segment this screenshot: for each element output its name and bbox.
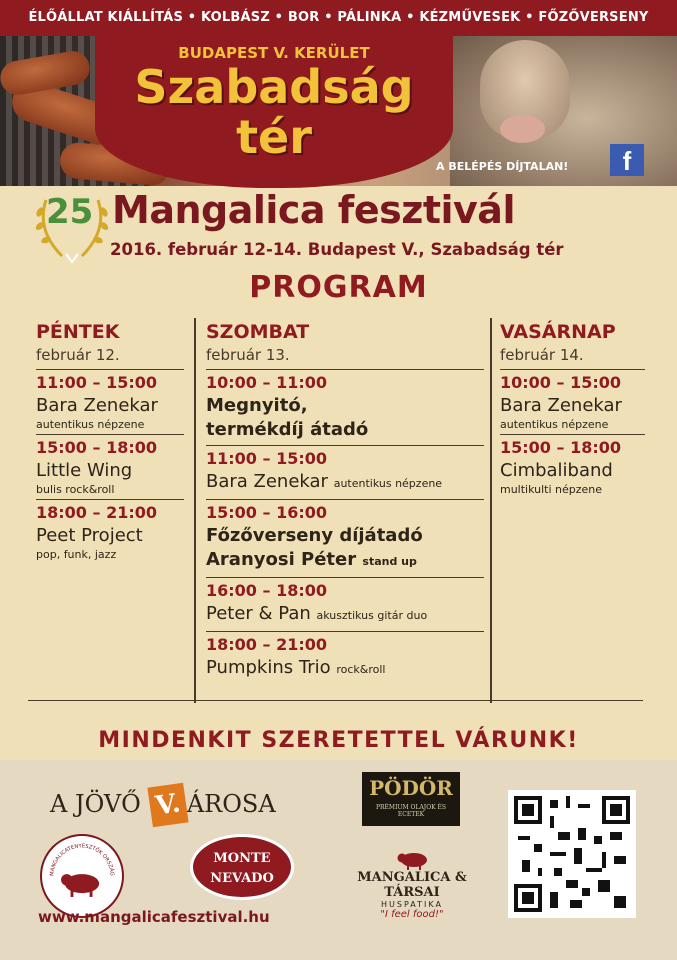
top-bar: ÉLŐÁLLAT KIÁLLÍTÁS • KOLBÁSZ • BOR • PÁLINKA • KÉZMŰVESEK • FŐZŐVERSENY [0, 0, 677, 36]
free-entry-label: A BELÉPÉS DÍJTALAN! [436, 160, 569, 173]
festival-name: Mangalica fesztivál [112, 188, 515, 232]
program-slot: 10:00 – 15:00 Bara Zenekar autentikus népzene [500, 369, 645, 431]
day-date: február 12. [36, 346, 120, 364]
edition-number: 25 [46, 192, 94, 232]
day-name: PÉNTEK [36, 321, 120, 343]
day-column-saturday [206, 320, 484, 682]
jovo-varosa-logo: A JÖVŐ ÁROSA [50, 790, 276, 818]
facebook-icon[interactable]: f [610, 144, 644, 176]
qr-code[interactable] [508, 790, 636, 918]
day-date: február 13. [206, 346, 290, 364]
district-label: BUDAPEST V. KERÜLET [178, 44, 370, 62]
program-slot: 11:00 – 15:00 Bara Zenekar autentikus népzene [206, 445, 484, 496]
square-title: Szabadság tér [134, 60, 414, 164]
program-slot: 16:00 – 18:00 Peter & Pan akusztikus gitár duo [206, 577, 484, 628]
day-column-friday [36, 320, 184, 561]
website-link[interactable]: www.mangalicafesztival.hu [38, 908, 270, 926]
program-slot: 18:00 – 21:00 Peet Project pop, funk, jazz [36, 499, 184, 561]
pig-icon [42, 836, 122, 916]
monte-nevado-logo: MONTE NEVADO [190, 834, 294, 900]
mangalica-tarsai-logo: MANGALICA & TÁRSAI HUSPATIKA "I feel food!" [332, 850, 492, 920]
program-heading: PROGRAM [249, 270, 428, 305]
program-slot: 10:00 – 11:00 Megnyitó, termékdíj átadó [206, 369, 484, 442]
program-slot: 15:00 – 18:00 Cimbaliband multikulti népzene [500, 434, 645, 496]
day-column-sunday [500, 320, 645, 496]
pig-icon [392, 850, 432, 870]
program-slot: 18:00 – 21:00 Pumpkins Trio rock&roll [206, 631, 484, 682]
podor-logo: PÖDÖR PRÉMIUM OLAJOK ÉS ECETEK [362, 772, 460, 826]
qr-code-icon [514, 796, 630, 912]
day-name: VASÁRNAP [500, 321, 616, 343]
program-slot: 15:00 – 16:00 Főzőverseny díjátadó Aranyosi Péter stand up [206, 499, 484, 574]
festival-date: 2016. február 12-14. Budapest V., Szabadság tér [110, 240, 564, 259]
program-slot: 15:00 – 18:00 Little Wing bulis rock&roll [36, 434, 184, 496]
breeders-association-logo [40, 834, 124, 918]
association-name: MANGALICATENYÉSZTŐK ORSZÁG [49, 843, 115, 877]
day-name: SZOMBAT [206, 321, 310, 343]
program-slot: 11:00 – 15:00 Bara Zenekar autentikus népzene [36, 369, 184, 431]
welcome-text: MINDENKIT SZERETETTEL VÁRUNK! [98, 728, 579, 753]
day-date: február 14. [500, 346, 584, 364]
v-badge-icon: V. [147, 783, 188, 828]
